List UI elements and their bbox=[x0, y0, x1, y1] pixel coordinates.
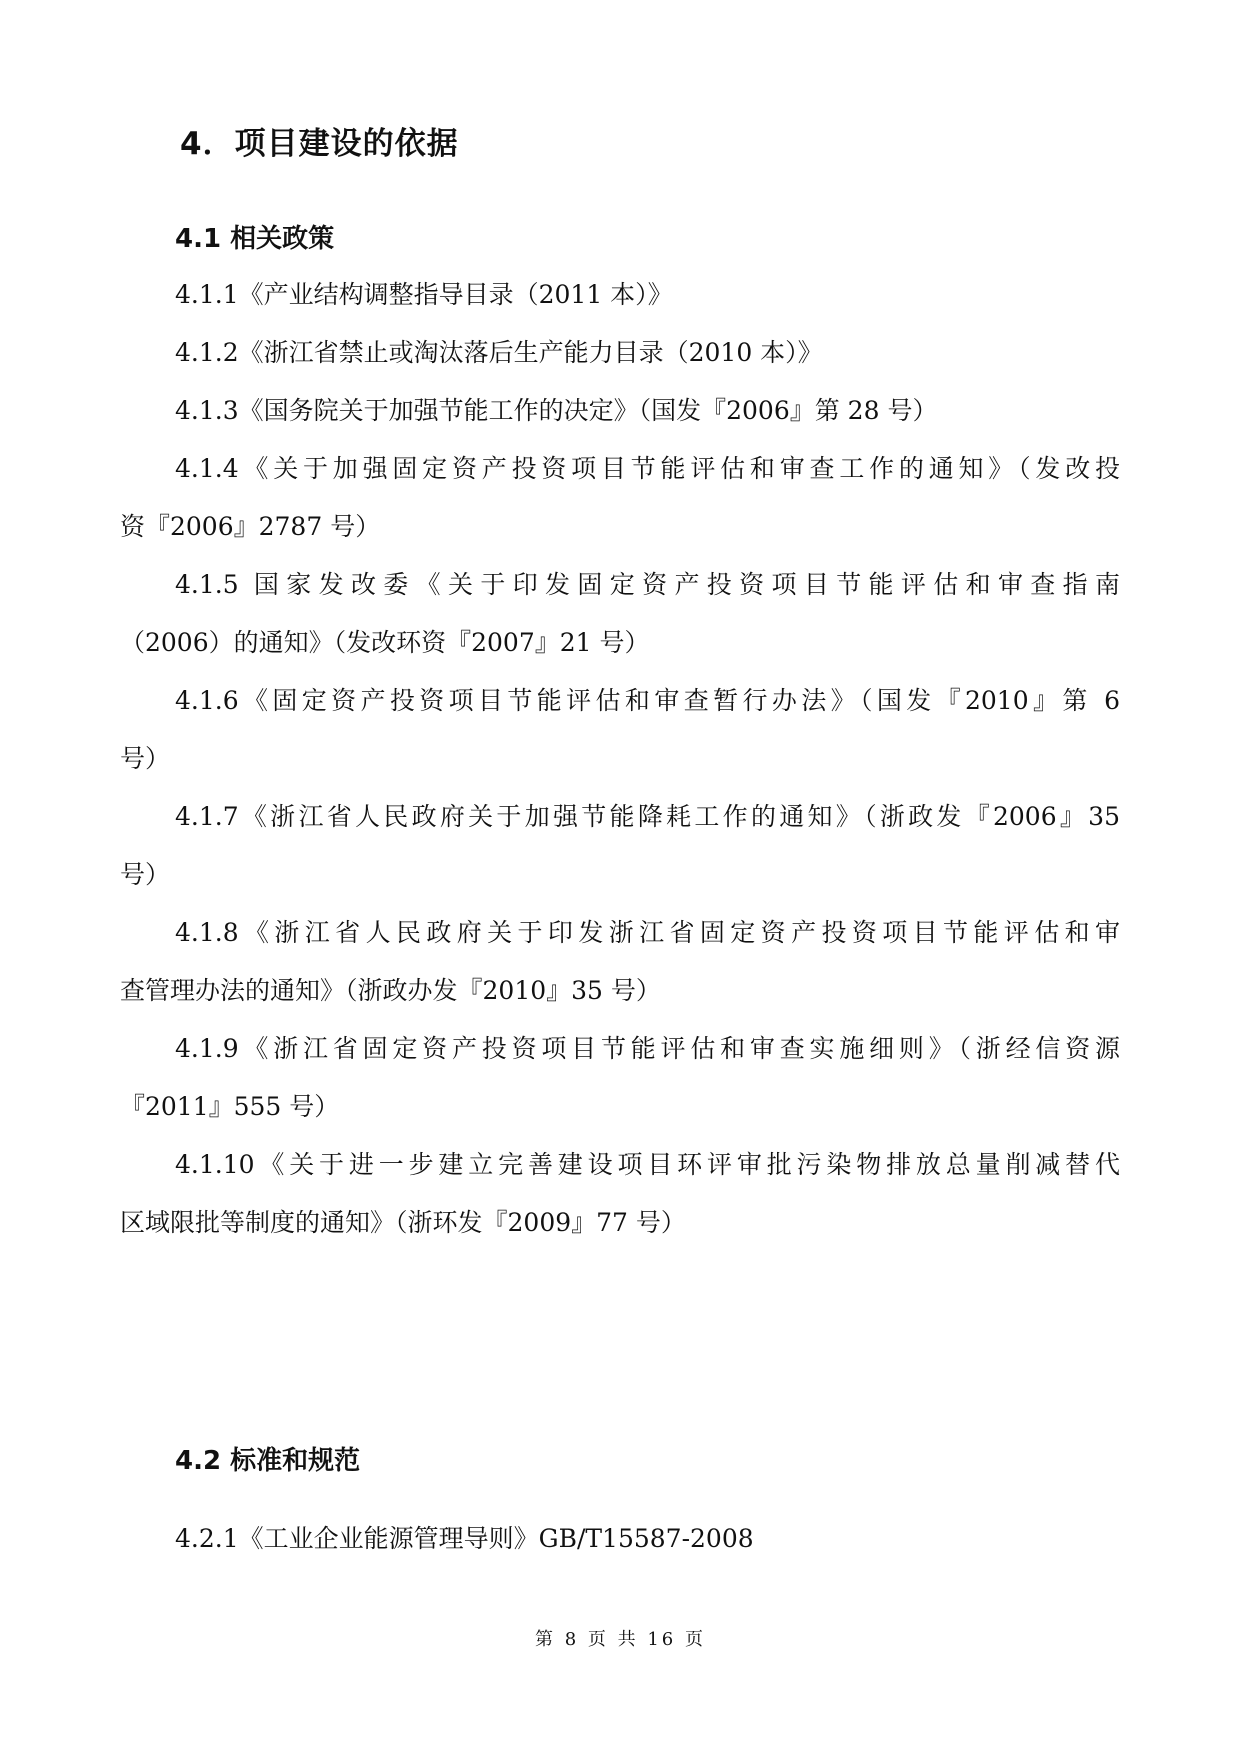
policy-item-4-1-2: 4.1.2《浙江省禁止或淘汰落后生产能力目录（2010 本）》 bbox=[175, 338, 823, 367]
policy-item-4-1-5-cont: （2006）的通知》（发改环资『2007』21 号） bbox=[120, 628, 650, 657]
policy-item-4-1-3: 4.1.3《国务院关于加强节能工作的决定》（国发『2006』第 28 号） bbox=[175, 396, 938, 425]
policy-item-4-1-9-cont: 『2011』555 号） bbox=[120, 1092, 340, 1121]
policy-item-4-1-6: 4.1.6《固定资产投资项目节能评估和审查暂行办法》（国发『2010』第 6 bbox=[175, 686, 1120, 715]
policy-item-4-1-8: 4.1.8《浙江省人民政府关于印发浙江省固定资产投资项目节能评估和审 bbox=[175, 918, 1120, 947]
section-heading-4-2: 4.2 标准和规范 bbox=[175, 1446, 361, 1476]
policy-item-4-1-7: 4.1.7《浙江省人民政府关于加强节能降耗工作的通知》（浙政发『2006』35 bbox=[175, 802, 1120, 831]
policy-item-4-1-4-cont: 资『2006』2787 号） bbox=[120, 512, 381, 541]
standard-item-4-2-1: 4.2.1《工业企业能源管理导则》GB/T15587-2008 bbox=[175, 1524, 754, 1553]
policy-item-4-1-9: 4.1.9《浙江省固定资产投资项目节能评估和审查实施细则》（浙经信资源 bbox=[175, 1034, 1120, 1063]
policy-item-4-1-5: 4.1.5 国家发改委《关于印发固定资产投资项目节能评估和审查指南 bbox=[175, 570, 1120, 599]
page-footer: 第 8 页 共 16 页 bbox=[535, 1629, 706, 1650]
section-heading-4-1: 4.1 相关政策 bbox=[175, 224, 335, 254]
policy-item-4-1-8-cont: 查管理办法的通知》（浙政办发『2010』35 号） bbox=[120, 976, 661, 1005]
policy-item-4-1-4: 4.1.4《关于加强固定资产投资项目节能评估和审查工作的通知》（发改投 bbox=[175, 454, 1120, 483]
policy-item-4-1-7-cont: 号） bbox=[120, 860, 171, 889]
policy-item-4-1-1: 4.1.1《产业结构调整指导目录（2011 本）》 bbox=[175, 280, 673, 309]
policy-item-4-1-10-cont: 区域限批等制度的通知》（浙环发『2009』77 号） bbox=[120, 1208, 686, 1237]
policy-item-4-1-6-cont: 号） bbox=[120, 744, 171, 773]
chapter-heading: 4．项目建设的依据 bbox=[180, 126, 459, 162]
policy-item-4-1-10: 4.1.10《关于进一步建立完善建设项目环评审批污染物排放总量削减替代 bbox=[175, 1150, 1120, 1179]
